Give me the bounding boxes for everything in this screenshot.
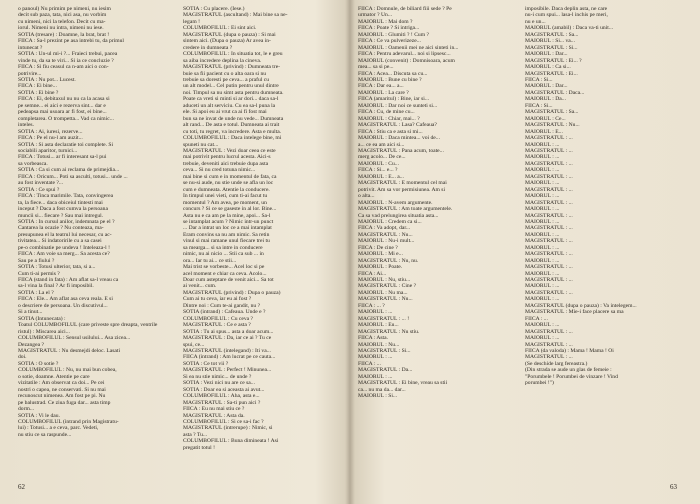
text-line: ele. Si apoi eu ai vrut ca ai fi fost mai	[183, 109, 267, 116]
text-line: MAGISTRATUL : Pana acum, toate...	[358, 147, 444, 154]
text-line: MAIORUL : Mi e...	[358, 251, 403, 258]
text-line: trebuie sa doresti pe ceva... a praful cu	[183, 76, 270, 83]
text-line: inceput ? Daca a fost cumva la persoana	[18, 206, 108, 213]
text-line: concurs ? Si ce se gaseste in al lor. Bine...	[183, 206, 277, 213]
text-line: se intamplat acum ? Nimic intr-un punct	[183, 218, 274, 225]
text-line: pe balustrad. Ce ziua fuga dar... asta timp	[18, 399, 111, 406]
text-line: MAIORUL : ...	[525, 218, 560, 225]
text-line: In timpul unei vieti, cum ti-ai facut tu	[183, 193, 268, 200]
text-line: MAIORUL : ...	[358, 354, 393, 361]
text-line: porumbei !")	[525, 380, 554, 387]
text-line: o descriere de persoana. Un discutivul...	[18, 302, 108, 309]
text-line: SOTIA : Totusi ulterior, tata, si a...	[18, 264, 96, 271]
text-line: o sotie, doamne. Atentie pe care	[18, 373, 90, 380]
text-line: FIICA : Totusi... ar fi interesant sa-l pui	[18, 154, 107, 161]
text-line: potrivire...	[18, 70, 42, 77]
text-line: MAIORUL : Dar...	[525, 83, 568, 90]
text-line: MAGISTRATUL : Si...	[358, 348, 411, 355]
text-line: MAGISTRATUL : ... !	[358, 315, 410, 322]
text-line: au fost inventate ?...	[18, 180, 64, 187]
text-line: vinul si mai ramane unul fiecare trei tu	[183, 238, 270, 245]
text-line: MAGISTRATUL (privind) : Dumneata tre-	[183, 64, 281, 71]
text-line: pregatit totul !	[183, 444, 216, 451]
text-line: MAIORUL : Nu...	[358, 341, 400, 348]
text-line: mai bine si cum e in momentul de fata, ca	[183, 173, 277, 180]
text-line: MAGISTRATUL : ...	[525, 225, 573, 232]
text-line: (Se deschide larg fereastra.)	[525, 360, 588, 367]
text-line: MAGISTRATUL : Da, iar ce ai ? Tu ce	[183, 335, 272, 342]
right-page-column-2	[525, 6, 683, 476]
text-line: MAGISTRATUL : Ce e asta ?	[183, 322, 251, 329]
text-line: MAGISTRATUL : ...	[525, 264, 573, 271]
text-line: buie sa fii pacient cu o alta oara si nu	[183, 70, 267, 77]
text-line: SOTIA : In cursul anilor, indemnata pe el ?	[18, 218, 115, 225]
text-line: MAGISTRATUL : ...	[525, 147, 573, 154]
text-line: iorul. Nimeni nu intra, nimeni nu iese.	[18, 25, 104, 32]
text-line: MAIORUL : Si... va...	[525, 38, 575, 45]
text-line: Si ea nu stie nimic... de unde ?	[183, 373, 252, 380]
text-line: recunoscut nimenea. Am fost pe pi. Nu	[18, 393, 106, 400]
text-line: FIICA : Ei, debitaxul nu nu ca la acasa si	[18, 96, 110, 103]
text-line: MAGISTRATUL : ...	[525, 135, 573, 142]
text-line: MAGISTRATUL : ...	[525, 186, 573, 193]
text-line: bun sa ne invat de unde nu vede... Dumneata	[183, 115, 284, 122]
text-line: FIICA : Cu, de mine cu...	[358, 109, 415, 116]
text-line: MAGISTRATUL : ...	[525, 328, 573, 335]
text-line: MAIORUL : Bune cu bine ?	[358, 76, 422, 83]
text-line: MAGISTRATUL : Sa-ti pun aici ?	[183, 399, 261, 406]
text-line: FIICA : Si...	[525, 102, 553, 109]
text-line: MAIORUL : Daca mintea... voi de...	[358, 135, 440, 142]
text-line: tivitatea... Si indatoririle cu a sa casei	[18, 238, 102, 245]
text-line: FIICA (da valoda) : Mama ! Mama ! Oi	[525, 348, 614, 355]
left-page-column-2	[183, 6, 343, 476]
text-line: dorm...	[18, 406, 35, 413]
text-line: FIICA : Ei bine...	[18, 83, 57, 90]
text-line: nimic, nu ai nicio ... Stii ca sub ... in	[183, 251, 264, 258]
text-line: cum e dumneata. Atentie la conducere.	[183, 186, 270, 193]
text-line: FIICA : Ce va pulverizeze...	[358, 38, 421, 45]
text-line: MAGISTRATUL : Nu stiu.	[358, 328, 420, 335]
text-line: Mai trist se vorbeste... Acel loc si pe	[183, 264, 265, 271]
text-line: completarea. O trompetta... Vad ca nimic...	[18, 115, 114, 122]
text-line: alt rand... De asta e totul. Dumneata ai trait	[183, 122, 280, 129]
text-line: MAGISTRATUL : Cine ?	[358, 283, 417, 290]
text-line: MAIORUL : Credem ca si...	[358, 218, 422, 225]
text-line: MAIORUL : E...	[525, 128, 563, 135]
text-line: MAGISTRATUL (privind) : Dupa o pauza)	[183, 289, 281, 296]
text-line: MAGISTRATUL : Nu...	[358, 231, 413, 238]
text-line: FIICA : Dar ea... a...	[358, 83, 404, 90]
text-line: ristul) : Miscarea aici...	[18, 328, 70, 335]
text-line: Poate ca vreti si minti si ar dori... daca sa-l	[183, 96, 279, 103]
text-line: MAGISTRATUL : Sa...	[525, 109, 579, 116]
text-line: FIICA : Eu nu mai stiu ce ?	[183, 406, 245, 413]
text-line: ... Dar a intrat un loc ce a mai intamplat	[183, 225, 272, 232]
text-line: MAIORUL : ...	[525, 193, 560, 200]
text-line: MAGISTRATUL : Perfect ! Minunea...	[183, 367, 272, 374]
text-line: mai potrivit pentru lucrul acesta. Aici-s	[183, 154, 271, 161]
text-line: noi. Timpul sa nu simt asta pentru dumneata.	[183, 89, 284, 96]
text-line: imposibile. Daca deplin asta, ne care	[525, 6, 608, 12]
text-line: Asta nu e ca am pe la mine, apoi... Sa-l	[183, 212, 271, 219]
text-line: FIICA : Asta.	[358, 335, 388, 342]
text-line: SOTIA (Intunecata) :	[18, 315, 66, 322]
text-line: Cum ti-ai permis ?	[18, 270, 60, 277]
text-line: mea... sa si pe...	[358, 64, 394, 71]
text-line: FIICA (amaritul) : Bine, iar si...	[358, 96, 429, 103]
text-line: MAIORUL : ...	[525, 322, 560, 329]
text-line: SOTIA : Cu placere. (Iese.)	[183, 6, 245, 12]
text-line: FIICA : Va adopt, dar...	[358, 225, 411, 232]
text-line: (Din strada se aude un glas de femeie :	[525, 367, 612, 374]
text-line: MAIORUL : Glumiti ? ! Cum ?	[358, 31, 429, 38]
text-line: MAGISTRATUL : ...	[525, 277, 573, 284]
text-line: COLUMBOFILUL (intrand prin Magistratu-	[18, 419, 119, 425]
text-line: asta ? Tu...	[183, 431, 208, 438]
text-line: MAIORUL : ...	[525, 167, 560, 174]
text-line: FIICA (intrand) : Am lucrat pe ce cauta...	[183, 354, 276, 361]
text-line: urmator ? Un...	[358, 12, 393, 19]
text-line: COLUMBOFILUL : In situatia tot, le e greu	[183, 51, 283, 58]
text-line: FIICA : Sa-l prezint pe asa intrebi tu, da primul	[18, 38, 124, 45]
text-line: SOTIA : Ca si cum ai reclama de primejdia...	[18, 167, 120, 174]
text-line: SOTIA : Ce tot vii ?	[183, 360, 229, 367]
text-line: MAIORUL : Chiar, mai... ?	[358, 115, 420, 122]
text-line: COLUMBOFILUL : Cu ceva ?	[183, 315, 254, 322]
text-line: ceva... Si nu cred totuna nimic...	[183, 167, 256, 174]
text-line: MAGISTRATUL (dupa o pauza) : Si mai	[183, 31, 276, 38]
text-line: muncii si... fiecare ? Sau mai intregul.	[18, 212, 104, 219]
text-line: MAGISTRATUL : E momentul cel mai	[358, 180, 447, 187]
text-line: legam !	[183, 18, 200, 25]
text-line: ora... Iar tu ai... ce stii...	[183, 257, 237, 264]
book-gutter	[345, 0, 355, 504]
text-line: FIICA : Am voie sa merg... Sa acesta ce?	[18, 251, 110, 258]
text-line: FIICA (stand in fata) : Am aflat sa-l vreau ca	[18, 277, 119, 284]
text-line: SOTIA : Vi le dau.	[18, 412, 60, 419]
text-line: MAIORUL : Ce...	[525, 115, 566, 122]
text-line: MAIORUL : Mai dom ?	[358, 18, 413, 25]
text-line: COLUMBOFILUL : Sensul usilului... Asa zicea...	[18, 335, 131, 342]
text-line: nu e un...	[525, 18, 546, 25]
text-line: Dintre noi : Cum te-ai gandit, nu ?	[183, 302, 261, 309]
text-line: FIICA : Oricum... Poti sa asculti, totusi... unde ...	[18, 173, 128, 180]
text-line: MAGISTRATUL : Ei bine, vreau sa stii	[358, 380, 448, 387]
text-line: COLUMBOFILUL : Nu, nu mai bun cobea,	[18, 367, 117, 374]
right-page-column-1	[358, 6, 518, 476]
text-line: sa mearga... si sa intre in conducere	[183, 244, 263, 251]
text-line: sa vorbeasca.	[18, 160, 48, 167]
left-page-column-1	[18, 6, 178, 476]
text-line: MAIORUL : ...	[525, 180, 560, 187]
text-line: "Porumbele ! Porumbei de vinzare ! Vind	[525, 373, 618, 380]
text-line: SOTIA : Ce spui ?	[18, 186, 60, 193]
text-line: credere in dumneata ?	[183, 44, 233, 51]
text-line: pe semne... ei aici e rezerva sint... dar e	[18, 102, 106, 109]
text-line: inteles.	[18, 122, 35, 129]
text-line: FIICA : Domnule, de biliard fiii sede ? Pe	[358, 6, 452, 12]
text-line: MAGISTRATUL : Asta da.	[183, 412, 245, 419]
right-page-number: 63	[670, 483, 677, 491]
text-line: SOTIA : O sotie ?	[18, 360, 59, 367]
text-line: vinde tu, da sa te viri... Si ia ce concluzie ?	[18, 57, 114, 64]
text-line: MAIORUL : Nu ma...	[358, 289, 408, 296]
text-line: SOTIA : Vezi nici nu are ce sa...	[183, 380, 255, 387]
text-line: aduceti un alt serviciu. Cu ea sa-l puna la	[183, 102, 276, 109]
text-line: SOTIA : La el ?	[18, 289, 54, 296]
text-line: decit sub paza, tata, nici asa, nu vorbim	[18, 12, 107, 19]
text-line: MAGISTRATUL : ...	[525, 212, 573, 219]
text-line: MAIORUL : E... a...	[358, 173, 404, 180]
text-line: sintem aici. (Dupa o pauza) Ar avea in-	[183, 38, 271, 45]
text-line: MAIORUL : Poate.	[358, 264, 403, 271]
text-line: FIICA : Si fiu ceasul ca n-am aici o con-	[18, 64, 109, 71]
text-line: MAIORUL : ...	[525, 231, 560, 238]
text-line: MAGISTRATUL : Da...	[358, 367, 413, 374]
text-line: COLUMBOFILUL : Aha, asta e...	[183, 393, 260, 400]
text-line: lui) : Totusi... a e ceva, parc. Vedeti,	[18, 425, 99, 432]
text-line: FIICA : Si...	[525, 76, 553, 83]
text-line: SOTIA : Un-ul mi-i ?... Fraieci trebui, pacea	[18, 51, 118, 58]
text-line: FIICA : De cine ?	[358, 244, 398, 251]
text-line: FIICA : Pe el nu-l am auzit...	[18, 135, 83, 142]
text-line: MAIORUL : Si...	[358, 393, 398, 400]
text-line: sa aiba incredere deplina la cineva.	[183, 57, 262, 64]
text-line: MAGISTRATUL : Sa...	[525, 31, 579, 38]
text-line: MAGISTRATUL : ...	[525, 251, 573, 258]
text-line: nostri o capea, ne conservati. Si nu mai	[18, 386, 106, 393]
text-line: MAIORUL (amabil) : Daca va-ti unit...	[525, 25, 614, 32]
text-line: SOTIA : Nu pot... Lucest.	[18, 76, 76, 83]
text-line: MAIORUL : ...	[525, 296, 560, 303]
text-line: MAIORUL : Dar noi ce sunteti si...	[358, 102, 438, 109]
text-line: spui, ce...	[183, 341, 205, 348]
text-line: MAIORUL : Eu...	[358, 322, 399, 329]
text-line: MAIORUL : ...	[525, 154, 560, 161]
text-line: MAIORUL : ...	[525, 257, 560, 264]
text-line: Toatul COLUMBOFILUL (care priveste spre dreapta, ventrile	[18, 322, 158, 329]
text-line: MAGISTRATUL : Am toate argumentele.	[358, 206, 453, 213]
text-line: MAGISTRATUL : Lasa? Cafeaua?	[358, 122, 437, 129]
text-line: momentul ? Am avea, pe moment, un	[183, 199, 267, 206]
text-line: MAIORUL : Dar...	[525, 51, 568, 58]
text-line: MAGISTRATUL : Nu, nu.	[358, 257, 419, 264]
text-line: MAGISTRATUL : ...	[525, 173, 573, 180]
text-line: MAIORUL : ...	[525, 335, 560, 342]
text-line: SOTIA (tresare) : Doamne, la brat, brat !	[18, 31, 110, 38]
text-line: doi.	[18, 354, 27, 361]
text-line: MAIORUL : N-avem argumente.	[358, 199, 433, 206]
text-line: cu nimeni, nici la telefon. Decit cu ma-	[18, 18, 106, 25]
text-line: MAIORUL (convenit) : Domnisoara, acum	[358, 57, 455, 64]
text-line: MAGISTRATUL : ...	[525, 238, 573, 245]
text-line: FIICA : ...	[525, 315, 548, 322]
text-line: MAGISTRATUL : Nu...	[358, 296, 413, 303]
text-line: MAGISTRATUL : ...	[525, 199, 573, 206]
text-line: pedeapsa mai usoara ar fi fost, ei bine...	[18, 109, 107, 116]
text-line: MAGISTRATUL : ...	[525, 160, 573, 167]
text-line: ai venit... cum.	[183, 283, 217, 290]
text-line: Dezangea ?	[18, 341, 44, 348]
text-line: Cantarea la ocazie ? Nu conteaza, ma-	[18, 225, 104, 232]
text-line: nu-i cum spui... lasa-l inchis pe meri,	[525, 12, 608, 19]
text-line: MAIORUL : La care ?	[358, 89, 409, 96]
text-line: MAGISTRATUL (ascultand) : Mai bine sa ne-	[183, 12, 288, 19]
text-line: MAIORUL : Nu, stiu...	[358, 277, 411, 284]
text-line: SOTIA : Doar ea si aceasta ai avut...	[183, 386, 265, 393]
text-line: a... ce ea am aici si...	[358, 141, 405, 148]
text-line: merg acolo... De ce...	[358, 154, 406, 161]
text-line: MAGISTRATUL : ...	[525, 289, 573, 296]
text-line: MAIORUL : Oamenii mei ne aici sinteti in...	[358, 44, 459, 51]
text-line: o alta...	[358, 193, 375, 200]
text-line: trebuie, deveniti aici trebuie dupa asta	[183, 160, 269, 167]
text-line: MAGISTRATUL : Vezi doar ceea ce este	[183, 147, 276, 154]
text-line: acel moment e chiar ca ceva. Acolo...	[183, 270, 267, 277]
text-line: COLUMBOFILUL : Si ce sa-i fac ?	[183, 419, 264, 425]
text-line: SOTIA : Ai, iuresi, rezerve...	[18, 128, 83, 135]
text-line: presupunea el la teatrul lui necesar, cu ac-	[18, 231, 112, 238]
text-line: MAIORUL : ...	[358, 309, 393, 316]
text-line: sa-l vina la final ? Ar fi imposibil.	[18, 283, 94, 290]
text-line: FIICA : Stiu ca e asta si mi...	[358, 128, 423, 135]
text-line: MAGISTRATUL : Daca...	[525, 89, 585, 96]
text-line: MAIORUL : ...	[525, 270, 560, 277]
text-line: nu stiu ce sa raspunde...	[18, 431, 72, 438]
text-line: FIICA : Tinca marimile. Tata, convingerea	[18, 193, 114, 200]
text-line: MAIORUL : Nu-i mult...	[358, 238, 415, 245]
text-line: Cum ai tu ceva, iar eu ai fost ?	[183, 296, 252, 303]
text-line: MAGISTRATUL (intrerupe) : Nimic, si	[183, 425, 273, 432]
text-line: MAIORUL : ...	[525, 141, 560, 148]
text-line: cu toti, tu regret, va incredere. Asta e multa.	[183, 128, 282, 135]
text-line: intunecat ?	[18, 44, 43, 51]
text-line: un alt model... Cel putin pentru unul dintre	[183, 83, 279, 90]
text-line: Doar cum asteptare de venit aici... Sa tot	[183, 277, 274, 284]
text-line: FIICA : Pentru adevarul... noi si lipsesc...	[358, 51, 451, 58]
left-page-number: 62	[18, 483, 25, 491]
text-line: COLUMBOFILUL : Buna dimineata ! Asi	[183, 438, 279, 445]
text-line: potrivit. Am sa vor permisiunea. Am si	[358, 186, 446, 193]
text-line: sociabili aparitor, turnici...	[18, 147, 78, 154]
text-line: MAGISTRATUL (intelegand) : Iti va...	[183, 348, 271, 355]
text-line: SOTIA : Si asta declaratie toi complete. Si	[18, 141, 114, 148]
text-line: FIICA : Si... e... ?	[358, 167, 398, 174]
text-line: FIICA : Ai...	[358, 270, 387, 277]
text-line: pe-o combinatie pe undeva ! Inteleaza-l !	[18, 244, 110, 251]
text-line: spuneti nu cat...	[183, 141, 219, 148]
text-line: ca... nu ma da... dar...	[358, 386, 406, 393]
text-line: Si a tinut...	[18, 309, 43, 316]
text-line: SOTIA : Tu ai spus... asta a doar acum...	[183, 328, 274, 335]
text-line: MAIORUL : ...	[525, 244, 560, 251]
text-line: Eram convins sa nu am nimic. Sa retin	[183, 231, 270, 238]
text-line: MAGISTRATUL : Nu...	[525, 122, 580, 129]
text-line: MAIORUL : ...	[525, 206, 560, 213]
text-line: ta, la fiece... daca obiceiul tintesti mai	[18, 199, 103, 206]
text-line: FIICA : Poate ? Si intriga...	[358, 25, 420, 32]
text-line: MAGISTRATUL : Ei... ?	[525, 57, 582, 64]
text-line: SOTIA : Ei bine ?	[18, 89, 59, 96]
text-line: MAGISTRATUL : ...	[525, 341, 573, 348]
text-line: MAGISTRATUL : Ei...	[525, 70, 578, 77]
text-line: se nu-si aude, nu stie unde se afla un loc	[183, 180, 274, 187]
text-line: MAIORUL : Cu...	[358, 160, 399, 167]
text-line: MAGISTRATUL (dupa o pauza) : Va intelegem...	[525, 302, 637, 309]
text-line: MAGISTRATUL : Si...	[525, 44, 578, 51]
text-line: FIICA : Acea... Discuta sa cu...	[358, 70, 428, 77]
text-line: FIICA : Ele... Am aflat asa ceva reala. E si	[18, 296, 113, 303]
text-line: COLUMBOFILUL : Ei sint aici.	[183, 25, 257, 32]
text-line: MAGISTRATUL : Mie-i face placere sa ma	[525, 309, 624, 316]
text-line: MAGISTRATUL : Nu desmejdi deloc. Lasati	[18, 348, 121, 355]
text-line: FIICA : ... ?	[358, 302, 385, 309]
text-line: SOTIA (intrand) : Cafeaua. Unde e ?	[183, 309, 266, 316]
text-line: MAIORUL : Da...	[525, 96, 566, 103]
text-line: MAIORUL : ...	[525, 283, 560, 290]
text-line: COLUMBOFILUL : Daca intelege bine, mi	[183, 135, 282, 142]
text-line: MAIORUL : Ca si...	[525, 64, 571, 71]
text-line: Sau pe a fiului ?	[18, 257, 55, 264]
text-line: MAIORUL : ...	[358, 373, 393, 380]
text-line: vizitatile : Am observat ca doi... Pe cei	[18, 380, 105, 387]
text-line: MAGISTRATUL : ...	[525, 354, 573, 361]
text-line: FIICA : ...	[358, 360, 381, 367]
text-line: o panoul) Nu primim pe nimeni, nu iesim	[18, 6, 111, 12]
text-line: Ca sa vad prelungirea situatia asta...	[358, 212, 439, 219]
